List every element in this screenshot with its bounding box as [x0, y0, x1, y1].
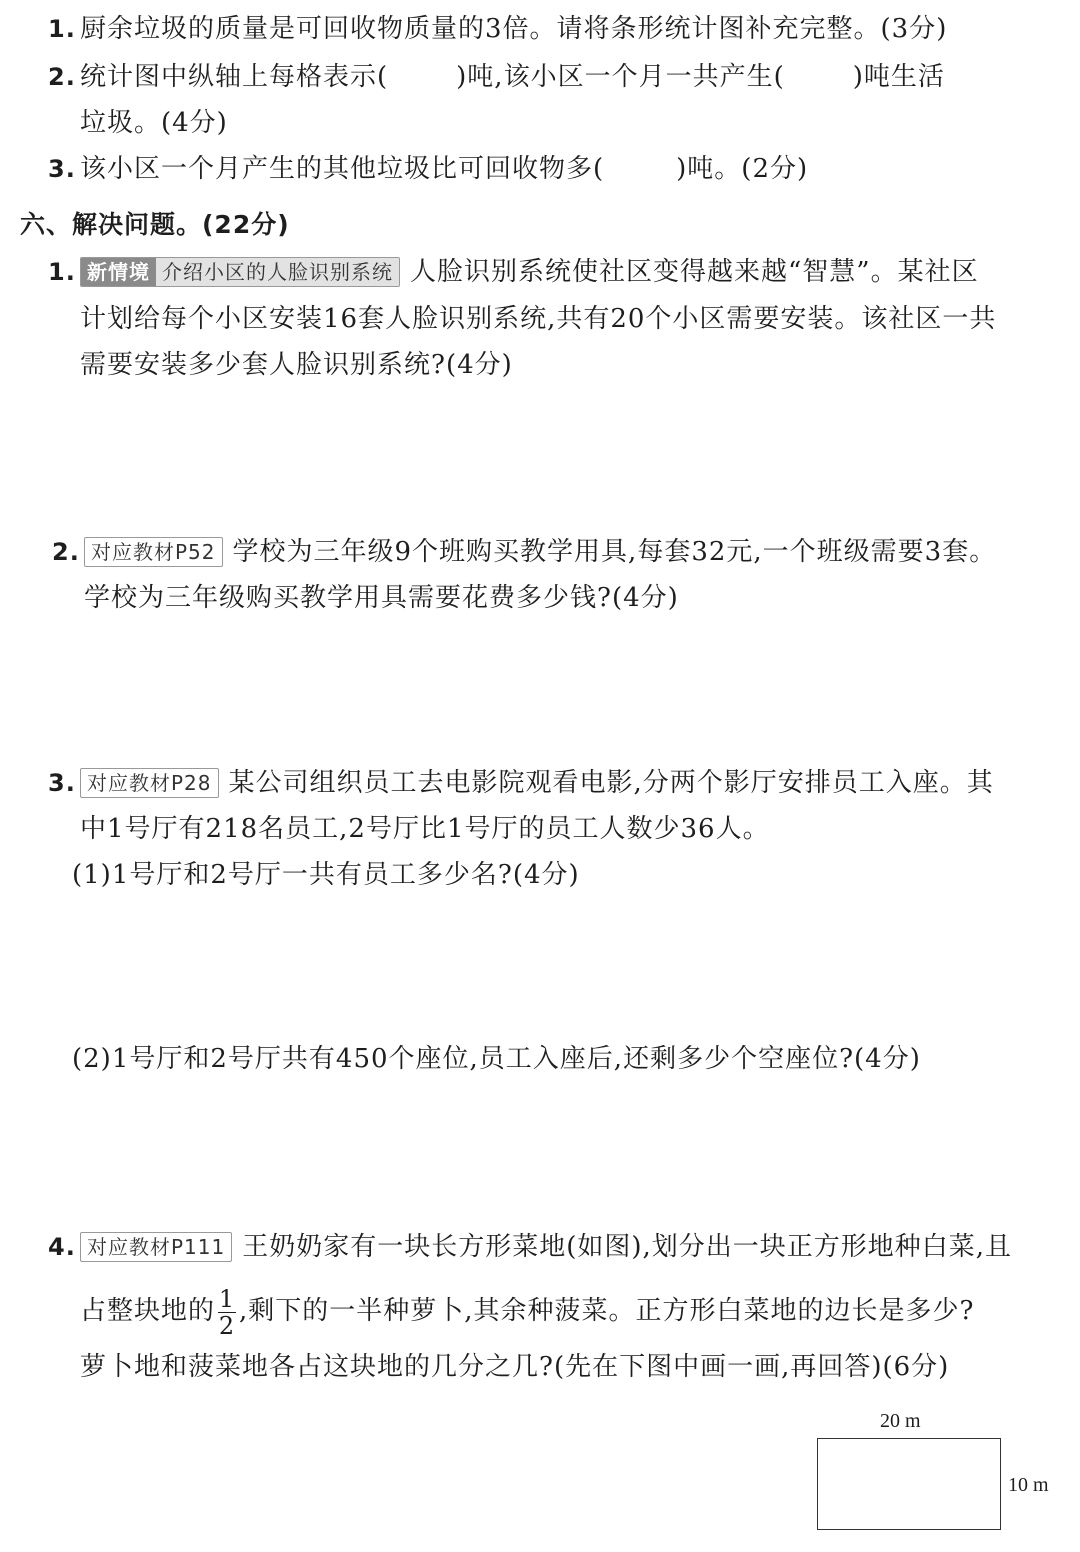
height-label: 10 m: [1008, 1474, 1049, 1496]
question-text: 王奶奶家有一块长方形菜地(如图),划分出一块正方形地种白菜,且: [242, 1232, 1013, 1262]
question-6-3-sub2: (2)1号厅和2号厅共有450个座位,员工入座后,还剩多少个空座位?(4分): [72, 1044, 921, 1074]
textbook-ref-tag: 对应教材P111: [80, 1232, 232, 1262]
question-6-3-sub1: (1)1号厅和2号厅一共有员工多少名?(4分): [72, 860, 580, 890]
question-5-2: [48, 60, 945, 94]
tag-label: 介绍小区的人脸识别系统: [156, 258, 399, 286]
question-number: 2.: [52, 538, 80, 566]
question-6-1: [48, 255, 979, 289]
question-number: 4.: [48, 1233, 76, 1261]
question-number: 2.: [48, 63, 76, 91]
rectangle-plot-figure[interactable]: [817, 1438, 1001, 1530]
width-label: 20 m: [880, 1410, 921, 1432]
question-number: 1.: [48, 15, 76, 43]
fraction-denominator: 2: [218, 1311, 236, 1340]
question-text: 厨余垃圾的质量是可回收物质量的3倍。请将条形统计图补充完整。(3分): [80, 14, 948, 44]
textbook-ref-tag: 对应教材P28: [80, 768, 219, 798]
question-number: 1.: [48, 258, 76, 286]
fraction: [218, 1286, 236, 1339]
question-6-2: [52, 535, 996, 569]
question-6-1-line2: 计划给每个小区安装16套人脸识别系统,共有20个小区需要安装。该社区一共: [80, 304, 997, 334]
question-text: )吨生活: [852, 62, 945, 92]
section-heading: 六、解决问题。(22分): [20, 210, 290, 239]
question-6-3: [48, 766, 994, 800]
new-context-tag: [80, 257, 400, 287]
tag-label: 新情境: [81, 258, 156, 286]
question-text: 占整块地的: [80, 1296, 216, 1326]
question-6-1-line3: 需要安装多少套人脸识别系统?(4分): [80, 350, 513, 380]
question-number: 3.: [48, 155, 76, 183]
question-6-4: [48, 1230, 1012, 1264]
fraction-numerator: 1: [218, 1284, 236, 1313]
question-text: 人脸识别系统使社区变得越来越“智慧”。某社区: [410, 257, 979, 287]
question-6-4-line3: 萝卜地和菠菜地各占这块地的几分之几?(先在下图中画一画,再回答)(6分): [80, 1352, 950, 1382]
question-6-2-line2: 学校为三年级购买教学用具需要花费多少钱?(4分): [84, 583, 679, 613]
question-text: 该小区一个月产生的其他垃圾比可回收物多(: [80, 154, 605, 184]
question-5-1: [48, 12, 947, 46]
question-text: 学校为三年级9个班购买教学用具,每套32元,一个班级需要3套。: [232, 537, 997, 567]
question-text: )吨,该小区一个月一共产生(: [456, 62, 785, 92]
question-5-2-cont: [80, 106, 228, 140]
question-number: 3.: [48, 769, 76, 797]
question-6-4-line2: [80, 1284, 975, 1339]
question-text: ,剩下的一半种萝卜,其余种菠菜。正方形白菜地的边长是多少?: [239, 1296, 975, 1326]
question-text: )吨。(2分): [676, 154, 809, 184]
textbook-ref-tag: 对应教材P52: [84, 537, 223, 567]
question-text: 垃圾。(4分): [80, 108, 228, 138]
question-text: 某公司组织员工去电影院观看电影,分两个影厅安排员工入座。其: [228, 768, 994, 798]
question-5-3: [48, 152, 808, 186]
question-text: 统计图中纵轴上每格表示(: [80, 62, 389, 92]
question-6-3-line2: 中1号厅有218名员工,2号厅比1号厅的员工人数少36人。: [80, 814, 770, 844]
